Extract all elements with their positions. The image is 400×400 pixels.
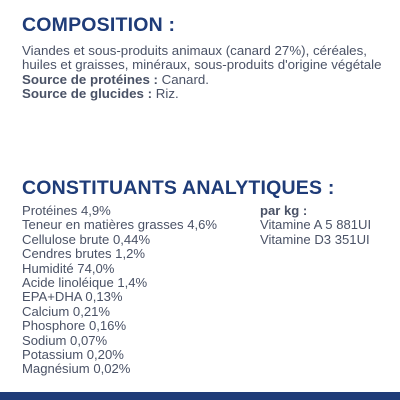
carb-source-line [22, 87, 394, 101]
bottom-accent-bar [0, 392, 400, 400]
per-kg-label: par kg : [260, 203, 308, 218]
constituent-row: EPA+DHA 0,13% [22, 289, 123, 305]
constituent-row: Potassium 0,20% [22, 347, 124, 363]
constituent-row: Phosphore 0,16% [22, 318, 127, 334]
vitamin-row: Vitamine A 5 881UI [260, 217, 372, 233]
ingredients-text: Viandes et sous-produits animaux (canard 27%), céréales, huiles et graisses, minéraux, sous-produits d'origine végétale [22, 43, 382, 73]
constituent-row: Teneur en matières grasses 4,6% [22, 217, 218, 233]
composition-block [22, 44, 394, 101]
constituent-row: Sodium 0,07% [22, 332, 108, 348]
protein-source-line [22, 73, 394, 87]
constituent-row: Cellulose brute 0,44% [22, 231, 151, 247]
protein-source-label: Source de protéines : [22, 71, 158, 87]
constituent-row: Calcium 0,21% [22, 303, 111, 319]
constituent-row: Acide linoléique 1,4% [22, 275, 148, 291]
carb-source-value: Riz. [152, 85, 179, 101]
constituent-row: Humidité 74,0% [22, 260, 115, 276]
per-kg-list [260, 204, 395, 247]
constituent-row: Magnésium 0,02% [22, 361, 131, 377]
vitamin-row: Vitamine D3 351UI [260, 231, 370, 247]
protein-source-value: Canard. [157, 71, 209, 87]
analytics-heading: CONSTITUANTS ANALYTIQUES : [22, 177, 335, 199]
constituent-row: Cendres brutes 1,2% [22, 246, 146, 262]
carb-source-label: Source de glucides : [22, 85, 153, 101]
composition-heading: COMPOSITION : [22, 14, 176, 36]
constituents-list [22, 204, 257, 377]
constituent-row: Protéines 4,9% [22, 203, 111, 218]
